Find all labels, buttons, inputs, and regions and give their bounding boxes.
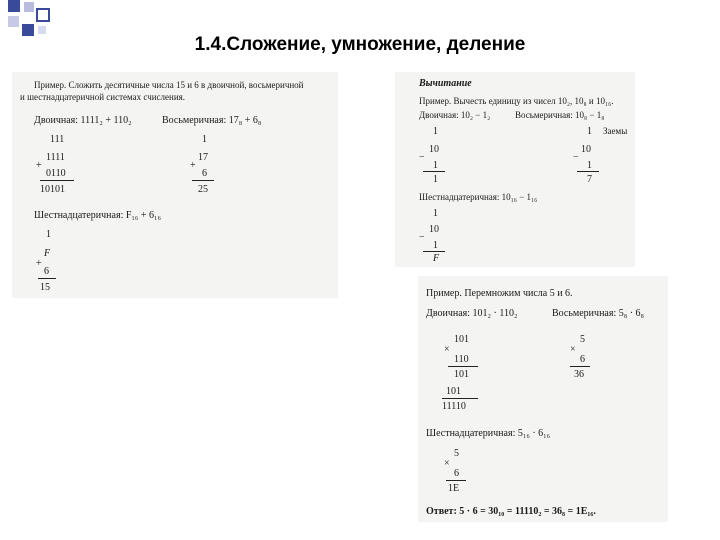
add-bin-b: 0110 bbox=[46, 168, 66, 179]
sub-bin-line bbox=[423, 171, 445, 172]
deco-square-6 bbox=[38, 26, 46, 34]
slide-title: 1.4.Сложение, умножение, деление bbox=[194, 34, 526, 55]
mul-hex-line bbox=[446, 480, 466, 481]
mul-bin-line-2 bbox=[442, 398, 478, 399]
mul-hex-times: × bbox=[444, 458, 450, 469]
sub-hex-res: F bbox=[433, 253, 440, 264]
addition-binary-label: Двоичная: 1111₂ + 110₂ bbox=[34, 115, 132, 126]
mul-bin-b: 110 bbox=[454, 354, 469, 365]
addition-hex-label: Шестнадцатеричная: F₁₆ + 6₁₆ bbox=[34, 210, 161, 221]
subtraction-intro: Пример. Вычесть единицу из чисел 10₂, 10₈ и 10₁₆. bbox=[419, 96, 614, 106]
addition-octal-label: Восьмеричная: 17₈ + 6₈ bbox=[162, 115, 262, 126]
mul-bin-res: 11110 bbox=[442, 401, 466, 412]
add-oct-sum: 25 bbox=[198, 184, 208, 195]
subtraction-hex-label: Шестнадцатеричная: 10₁₆ − 1₁₆ bbox=[419, 192, 538, 202]
sub-bin-b: 1 bbox=[433, 160, 438, 171]
add-oct-b: 6 bbox=[202, 168, 207, 179]
sub-oct-b: 1 bbox=[587, 160, 592, 171]
add-bin-sum: 10101 bbox=[40, 184, 65, 195]
mul-bin-a: 101 bbox=[454, 334, 469, 345]
mul-bin-times: × bbox=[444, 344, 450, 355]
add-hex-sum: 15 bbox=[40, 282, 50, 293]
sub-oct-borrow: 1 bbox=[587, 126, 592, 137]
addition-intro-1: Пример. Сложить десятичные числа 15 и 6 в двоичной, восьмеричной bbox=[34, 80, 304, 90]
mul-bin-p1: 101 bbox=[454, 369, 469, 380]
mul-oct-b: 6 bbox=[580, 354, 585, 365]
deco-square-2 bbox=[24, 2, 34, 12]
add-oct-a: 17 bbox=[198, 152, 208, 163]
sub-bin-minus: − bbox=[419, 152, 425, 163]
mul-oct-res: 36 bbox=[574, 369, 584, 380]
add-bin-carry: 111 bbox=[50, 134, 65, 145]
multiplication-scan bbox=[418, 276, 668, 522]
mul-hex-res: 1E bbox=[448, 483, 460, 494]
multiplication-binary-label: Двоичная: 101₂ · 110₂ bbox=[426, 308, 518, 319]
sub-oct-res: 7 bbox=[587, 174, 592, 185]
multiplication-hex-label: Шестнадцатеричная: 5₁₆ · 6₁₆ bbox=[426, 428, 551, 439]
mul-oct-times: × bbox=[570, 344, 576, 355]
sub-oct-a: 10 bbox=[581, 144, 591, 155]
multiplication-octal-label: Восьмеричная: 5₈ · 6₈ bbox=[552, 308, 645, 319]
mul-hex-b: 6 bbox=[454, 468, 459, 479]
sub-bin-res: 1 bbox=[433, 174, 438, 185]
sub-borrow-note: Заемы bbox=[603, 126, 628, 136]
add-oct-plus: + bbox=[190, 160, 196, 171]
subtraction-heading: Вычитание bbox=[419, 78, 472, 89]
mul-bin-line-1 bbox=[448, 366, 478, 367]
mul-oct-line bbox=[570, 366, 590, 367]
add-oct-carry: 1 bbox=[202, 134, 207, 145]
add-hex-b: 6 bbox=[44, 266, 49, 277]
subtraction-octal-label: Восьмеричная: 10₈ − 1₈ bbox=[515, 110, 605, 120]
add-oct-line bbox=[192, 180, 214, 181]
sub-hex-b: 1 bbox=[433, 240, 438, 251]
sub-bin-a: 10 bbox=[429, 144, 439, 155]
multiplication-answer: Ответ: 5 · 6 = 30₁₀ = 11110₂ = 36₈ = 1E₁₆. bbox=[426, 506, 596, 517]
deco-square-3 bbox=[36, 8, 50, 22]
add-hex-a: F bbox=[44, 248, 51, 259]
addition-scan bbox=[12, 72, 338, 298]
subtraction-scan bbox=[395, 72, 635, 267]
mul-oct-a: 5 bbox=[580, 334, 585, 345]
sub-hex-minus: − bbox=[419, 232, 425, 243]
add-bin-plus: + bbox=[36, 160, 42, 171]
sub-oct-minus: − bbox=[573, 152, 579, 163]
add-hex-line bbox=[38, 278, 56, 279]
addition-intro-2: и шестнадцатеричной системах счисления. bbox=[20, 92, 186, 102]
mul-bin-p2: 101 bbox=[446, 386, 461, 397]
sub-bin-borrow: 1 bbox=[433, 126, 438, 137]
add-hex-carry: 1 bbox=[46, 229, 51, 240]
sub-hex-line bbox=[423, 251, 445, 252]
add-bin-a: 1111 bbox=[46, 152, 65, 163]
add-bin-line bbox=[40, 180, 74, 181]
deco-square-4 bbox=[8, 16, 19, 27]
deco-square-1 bbox=[8, 0, 20, 12]
multiplication-intro: Пример. Перемножим числа 5 и 6. bbox=[426, 288, 573, 299]
mul-hex-a: 5 bbox=[454, 448, 459, 459]
subtraction-binary-label: Двоичная: 10₂ − 1₂ bbox=[419, 110, 491, 120]
sub-hex-a: 10 bbox=[429, 224, 439, 235]
sub-oct-line bbox=[577, 171, 599, 172]
add-hex-plus: + bbox=[36, 258, 42, 269]
sub-hex-borrow: 1 bbox=[433, 208, 438, 219]
